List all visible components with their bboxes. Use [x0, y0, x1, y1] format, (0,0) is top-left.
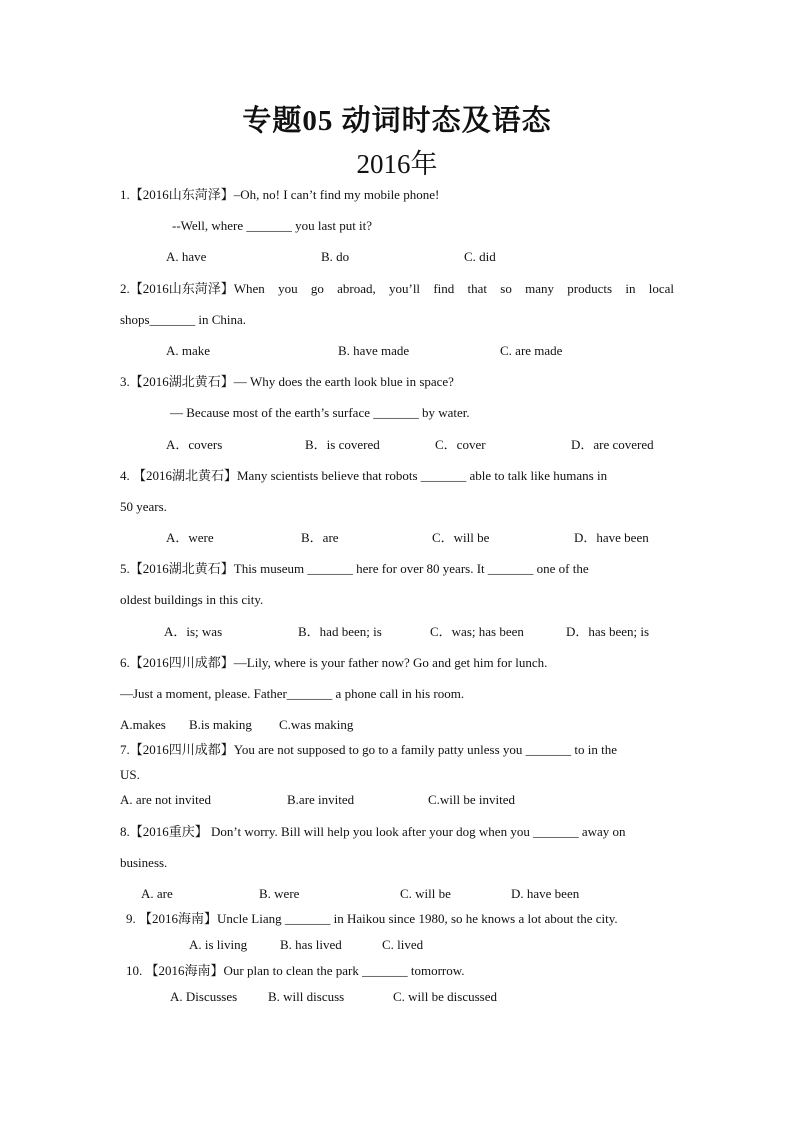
stem-word: in	[625, 281, 636, 296]
question-10-option-b: B. will discuss	[268, 989, 345, 1004]
question-6-option-c: C.was making	[279, 717, 354, 732]
question-2-option-b: B. have made	[338, 343, 410, 358]
stem-word: so	[500, 281, 512, 296]
stem-word: go	[310, 281, 324, 296]
question-1-stem: 1.【2016山东菏泽】–Oh, no! I can’t find my mobile phone!	[120, 187, 440, 202]
question-3-option-b: B．is covered	[305, 437, 380, 452]
section-year: 2016年	[356, 149, 438, 179]
question-5-option-a: A．is; was	[164, 624, 223, 639]
page-title: 专题05 动词时态及语态	[242, 105, 552, 137]
question-8-line-2: business.	[120, 855, 168, 870]
question-8-option-c: C. will be	[400, 886, 451, 901]
question-10-option-c: C. will be discussed	[393, 989, 497, 1004]
question-7-option-b: B.are invited	[287, 792, 355, 807]
question-9-stem: 9. 【2016海南】Uncle Liang _______ in Haikou since 1980, so he knows a lot about the city.	[126, 911, 618, 926]
question-3-line-2: — Because most of the earth’s surface _______ by water.	[170, 405, 470, 420]
question-4-option-b: B．are	[301, 530, 339, 545]
question-8-option-b: B. were	[259, 886, 300, 901]
question-9-option-b: B. has lived	[280, 937, 342, 952]
question-8-stem: 8.【2016重庆】 Don’t worry. Bill will help you look after your dog when you _______ away on	[120, 824, 626, 839]
question-6-option-b: B.is making	[189, 717, 252, 732]
stem-word: local	[648, 281, 674, 296]
question-1-option-c: C. did	[464, 249, 496, 264]
question-2-option-a: A. make	[166, 343, 211, 358]
question-6-option-a: A.makes	[120, 717, 166, 732]
question-4-line-2: 50 years.	[120, 499, 167, 514]
question-8-option-a: A. are	[141, 886, 173, 901]
question-1-line-2: --Well, where _______ you last put it?	[172, 218, 373, 233]
question-1-option-b: B. do	[321, 249, 350, 264]
question-5-line-2: oldest buildings in this city.	[120, 592, 264, 607]
question-10-option-a: A. Discusses	[170, 989, 238, 1004]
question-2-line-2: shops_______ in China.	[120, 312, 247, 327]
question-9-option-a: A. is living	[189, 937, 248, 952]
question-7-option-c: C.will be invited	[428, 792, 516, 807]
question-7-line-2: US.	[120, 767, 140, 782]
question-1-option-a: A. have	[166, 249, 207, 264]
question-4-option-c: C．will be	[432, 530, 490, 545]
stem-word: many	[525, 281, 555, 296]
question-2-stem	[120, 281, 674, 297]
question-6-line-2: —Just a moment, please. Father_______ a phone call in his room.	[120, 686, 465, 701]
stem-word: you	[278, 281, 298, 296]
question-3-option-d: D．are covered	[571, 437, 654, 452]
stem-word: abroad,	[337, 281, 376, 296]
question-3-option-c: C．cover	[435, 437, 486, 452]
stem-word: you’ll	[388, 281, 421, 296]
question-7-stem: 7.【2016四川成都】You are not supposed to go to a family patty unless you _______ to in the	[120, 742, 617, 757]
question-9-option-c: C. lived	[382, 937, 424, 952]
stem-word: products	[567, 281, 613, 296]
question-3-stem: 3.【2016湖北黄石】— Why does the earth look blue in space?	[120, 374, 454, 389]
stem-word: that	[467, 281, 488, 296]
question-8-option-d: D. have been	[511, 886, 580, 901]
question-3-option-a: A．covers	[166, 437, 223, 452]
stem-word: find	[433, 281, 455, 296]
question-10-stem: 10. 【2016海南】Our plan to clean the park _______ tomorrow.	[126, 963, 465, 978]
question-5-option-d: D．has been; is	[566, 624, 650, 639]
question-5-stem: 5.【2016湖北黄石】This museum _______ here for over 80 years. It _______ one of the	[120, 561, 589, 576]
question-4-option-d: D．have been	[574, 530, 649, 545]
question-4-stem: 4. 【2016湖北黄石】Many scientists believe that robots _______ able to talk like humans in	[120, 468, 608, 483]
question-6-stem: 6.【2016四川成都】—Lily, where is your father now? Go and get him for lunch.	[120, 655, 548, 670]
question-5-option-b: B．had been; is	[298, 624, 382, 639]
stem-word: 2.【2016山东菏泽】When	[120, 281, 265, 296]
question-2-option-c: C. are made	[500, 343, 563, 358]
question-4-option-a: A．were	[166, 530, 214, 545]
question-5-option-c: C．was; has been	[430, 624, 524, 639]
question-7-option-a: A. are not invited	[120, 792, 211, 807]
